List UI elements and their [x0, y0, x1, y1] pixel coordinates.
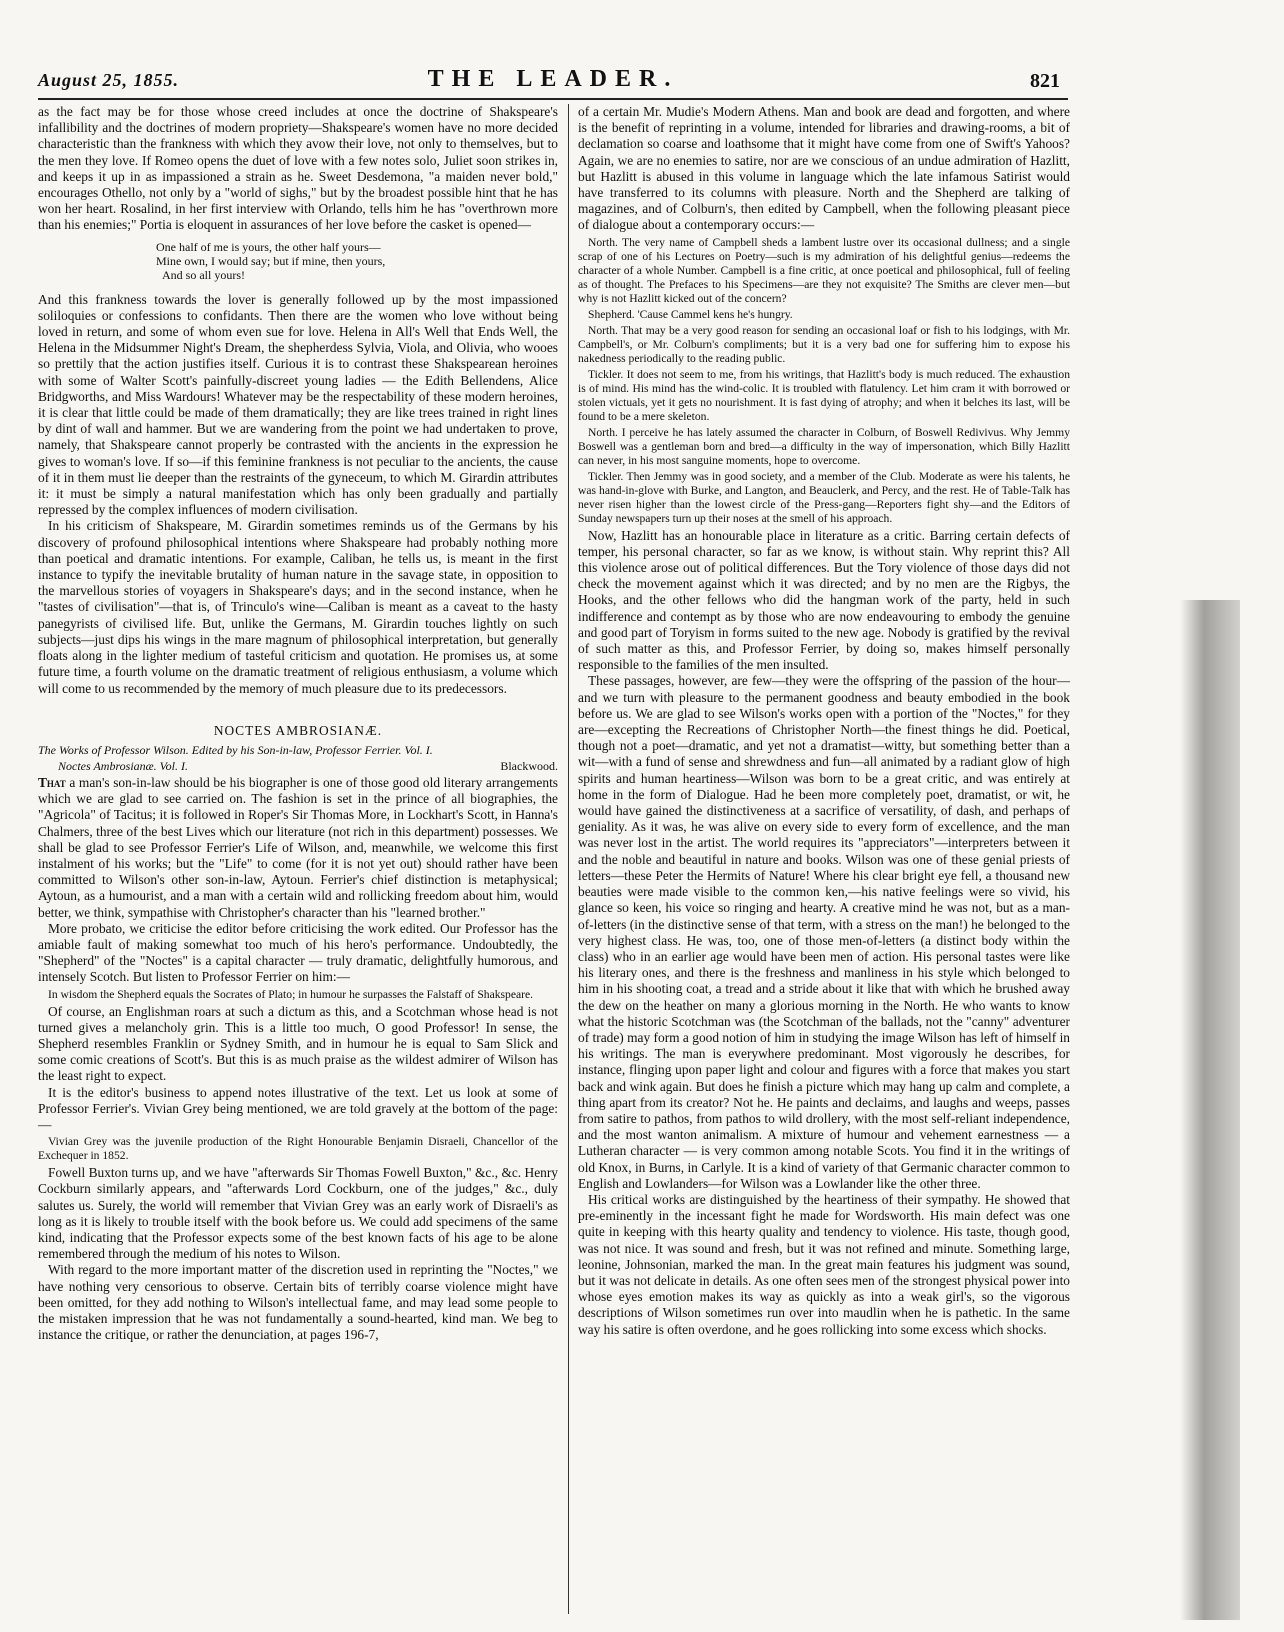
book-citation — [38, 759, 558, 773]
section-title: NOCTES AMBROSIANÆ. — [213, 722, 383, 738]
body-paragraph: These passages, however, are few—they were the offspring of the passion of the hour—and we turn with pleasure to the permanent goodness and beauty embodied in the book before us. We are glad to see Wilson's works open with a portion of the "Noctes," for they are—excepting the Recreations of Christopher North—the finest things he did. Poetical, though not a poet—dramatic, and yet not a dramatist—witty, but something better than a wit—with a fund of sense and shrewdness and fun—all animated by a radiant glow of high spirits and human heartiness—Wilson was born to be a great critic, and was entirely at home in the form of Dialogue. Had he been more completely poet, dramatist, or wit, he would have gained the distinctiveness at a sacrifice of versatility, of dash, and perhaps of geniality. As it was, he was alive on every side to every form of excellence, and the man was never lost in the artist. The world requires its "appreciators"—interpreters between it and the noble and beautiful in nature and books. Wilson was one of these genial priests of letters—these Peter the Hermits of Nature! Where his clear bright eye fell, a thousand new beauties were made visible to the common ken,—his native feelings were so vivid, his glance so keen, his voice so ringing and hearty. A creative mind he was not, but as a man-of-letters (in the distinctive sense of that term, with a stress on the man!) he belonged to the very highest class. He was, too, one of those men-of-letters (a distinct body within the class) who in an earlier age would have been men of action. His personal tastes were like his literary ones, and there is the freshness and manliness in his style which belonged to him in his shooting coat, a tread and a stride about it like that with which he brushed away the dew on the heather on many a glorious morning in the North. He who wants to know what the historic Scotchman was (the Scotchman of the ballads, not the "canny" adventurer of trade) may form a good notion of him in studying the image Wilson has left of himself in his writings. The man is everywhere predominant. Most vigorously he describes, for instance, flinging upon paper light and colour and figures with a force that makes you start back and wink again. But does he finish a picture which may hang up calm and complete, a thing apart from its creator? Not he. He paints and declaims, and laughs and weeps, passes from satire to pathos, from pathos to wild drollery, with the most self-reliant independence, and the most wanton animalism. A mixture of humour and vehement earnestness — a Lutheran character — is very common among notable Scots. You find it in the writings of old Knox, in Burns, in Carlyle. It is a kind of variety of that Germanic character common to English and Lowlanders—for Wilson was a Lowlander like the other three. — [578, 673, 1070, 1191]
body-paragraph: Of course, an Englishman roars at such a dictum as this, and a Scotchman whose head is not turned gives a melancholy grin. This is a little too much, O good Professor! In sense, the Shepherd resembles Franklin or Sydney Smith, and in humour he is equal to Sam Slick and some comic creations of Scott's. But this is as much praise as the wildest admirer of Wilson has the least right to expect. — [38, 1003, 558, 1084]
verse-line: One half of me is yours, the other half yours— — [156, 239, 381, 254]
block-quotation: In wisdom the Shepherd equals the Socrates of Plato; in humour he surpasses the Falstaff of Shakspeare. — [48, 987, 534, 1001]
body-paragraph: And this frankness towards the lover is generally followed up by the most impassioned soliloquies or confessions to confidants. Then there are the women who love without being loved in return, and some of whom even sue for love. Helena in All's Well that Ends Well, the Helena in the Midsummer Night's Dream, the shepherdess Sylvia, Viola, and Olivia, who wooes so prettily that the action justifies itself. Curious it is to contrast these Shakspearean heroines with some of Walter Scott's painfully-discreet young ladies — the Edith Bellendens, Alice Bridgworths, and Miss Wardours! Whatever may be the respectability of these modern heroines, it is clear that little could be made of them dramatically; they are like trees trained in right lines by dint of wall and hammer. But we are wandering from the point we had undertaken to prove, namely, that Shakspeare cannot properly be contrasted with the ancients in the expression he gives to woman's love. If so—if this feminine frankness is not peculiar to the ancients, the cause of it in them must lie deeper than the restraints of the gyneceum, to which M. Girardin attributes it: it must be simply a natural manifestation which has only been gradually and partially repressed by the complex influences of modern civilisation. — [38, 291, 558, 518]
book-publisher: Blackwood. — [500, 758, 558, 773]
body-paragraph: Now, Hazlitt has an honourable place in literature as a critic. Barring certain defects of temper, his personal character, so far as we know, is without stain. Why reprint this? All this violence arose out of political differences. But the Tory violence of those days did not check the movement against which it was directed; and by no men are the Rigbys, the Hooks, and the other fellows who did the hangman work of the party, held in such indifference and contempt as by those who are now endeavouring to embody the genuine and good part of Toryism in forms suited to the new age. Nobody is gratified by the revival of such matter as this, and Professor Ferrier, by doing so, makes himself personally responsible to the families of the men insulted. — [578, 527, 1070, 673]
paragraph-text: a man's son-in-law should be his biographer is one of those good old literary arrangements which we are glad to see carried on. The fashion is set in the prince of all biographies, the "Agricola" of Tacitus; it is followed in Roper's Sir Thomas More, in Lockhart's Scott, in Hanna's Chalmers, three of the best Lives which our literature (not rich in this department) possesses. We shall be glad to see Professor Ferrier's Life of Wilson, and, meanwhile, we welcome this first instalment of his works; but the "Life" to come (for it is not yet out) should rather have been committed to Wilson's other son-in-law, Aytoun. Ferrier's chief distinction is metaphysical; Aytoun, as a humourist, and a man with a certain wild and rollicking freedom about him, would better, we think, sympathise with Christopher's character than his "learned brother." — [38, 774, 558, 920]
body-paragraph: of a certain Mr. Mudie's Modern Athens. Man and book are dead and forgotten, and where is the benefit of reprinting in a volume, intended for libraries and drawing-rooms, a bit of declamation so coarse and loathsome that it might have come from one of Swift's Yahoos? Again, we are no enemies to satire, nor are we conscious of an undue admiration of Hazlitt, but Hazlitt is abused in this volume in language which the late infamous Satirist would have transferred to its columns with pleasure. North and the Shepherd are talking of magazines, and of Colburn's, then edited by Campbell, when the following pleasant piece of dialogue about a contemporary occurs:— — [578, 104, 1070, 233]
book-title: The Works of Professor Wilson. Edited by his Son-in-law, Professor Ferrier. Vol. I. — [38, 742, 433, 757]
binding-edge-shadow — [1180, 600, 1240, 1620]
body-paragraph: Fowell Buxton turns up, and we have "afterwards Sir Thomas Fowell Buxton," &c., &c. Henry Cockburn similarly appears, and "afterwards Lord Cockburn, one of the judges," &c., duly salutes us. Surely, the world will remember that Vivian Grey was an early work of Disraeli's as long as it is likely to trouble itself with the book before us. We could add specimens of the same kind, indicating that the Professor expects some of the best known facts of his age to be alone remembered through the medium of his notes to Wilson. — [38, 1165, 558, 1262]
lead-word: That — [38, 774, 66, 790]
dialogue-north: North. I perceive he has lately assumed the character in Colburn, of Boswell Redivivus. Why Jemmy Boswell was a gentleman born and bred—a difficulty in the way of impersonation, which Billy Hazlitt can never, in his most sanguine moments, hope to overcome. — [578, 425, 1070, 467]
body-paragraph: In his criticism of Shakspeare, M. Girardin sometimes reminds us of the Germans by his discovery of profound philosophical intentions where Shakspeare had probably nothing more than poetical and dramatic intentions. For example, Caliban, he tells us, is meant in the first instance to typify the inevitable brutality of human nature in the savage state, in opposition to the marvellous stories of voyagers in Shakspeare's days; and in the second instance, when he "tastes of civilisation"—that is, of Trinculo's wine—Caliban is meant as a caveat to the hasty panegyrists of civilised life. But, unlike the Germans, M. Girardin touches lightly on such subjects—just dips his wings in the mare magnum of philosophical interpretation, but generally floats along in the lighter medium of tasteful criticism and quotation. He promises us, at some future time, a fourth volume on the dramatic treatment of religious enthusiasm, a volume which will come to us recommended by the memory of much pleasure due to its predecessors. — [38, 518, 558, 696]
body-paragraph: His critical works are distinguished by the heartiness of their sympathy. He showed that pre-eminently in the incessant fight he made for Wordsworth. His main defect was one quite in keeping with this hearty quality and tendency to violence. His taste, though good, was not nice. It was sound and fresh, but it was not refined and minute. Something large, leonine, Johnsonian, marked the man. In the great main features his judgment was sound, but it was not delicate in details. As one often sees men of the strongest physical power into whose eyes emotion makes its way as quickly as into a weak girl's, so the vigorous descriptions of Wilson sometimes run over into maudlin when he is pathetic. In the same way his satire is often overdone, and he goes rollicking into some excess which shocks. — [578, 1191, 1070, 1337]
issue-date: August 25, 1855. — [38, 70, 180, 90]
right-column — [578, 104, 1070, 1338]
column-divider — [568, 104, 569, 1614]
book-title: Noctes Ambrosianæ. Vol. I. — [58, 758, 189, 773]
page-header — [38, 58, 1068, 98]
masthead-title: THE LEADER. — [427, 66, 679, 92]
footnote-quotation: Vivian Grey was the juvenile production of the Right Honourable Benjamin Disraeli, Chancellor of the Exchequer in 1852. — [38, 1135, 558, 1163]
body-paragraph: With regard to the more important matter of the discretion used in reprinting the "Noctes," we have nothing very censorious to observe. Certain bits of terribly coarse violence might have been omitted, for they add nothing to Wilson's intellectual fame, and may lead some people to the mistaken impression that he was not fundamentally a sound-hearted, kind man. We beg to instance the critique, or rather the denunciation, at pages 196-7, — [38, 1262, 558, 1343]
body-paragraph: More probato, we criticise the editor before criticising the work edited. Our Professor has the amiable fault of making somewhat too much of his hero's performance. Undoubtedly, the "Shepherd" of the "Noctes" is a capital character — truly dramatic, delightfully humorous, and intensely Scotch. But listen to Professor Ferrier on him:— — [38, 920, 558, 985]
body-paragraph — [38, 775, 558, 921]
body-paragraph: as the fact may be for those whose creed includes at once the doctrine of Shakspeare's infallibility and the doctrines of modern propriety—Shakspeare's women have no more decided characteristic than the frankness with which they avow their love, not only to themselves, but to the men they love. If Romeo opens the duet of love with a few notes solo, Juliet soon strikes in, and keeps it up in as impassioned a strain as he. Sweet Desdemona, "a maiden never bold," encourages Othello, not only by a "world of sighs," but by the broadest possible hint that he has won her heart. Rosalind, in her first interview with Orlando, tells him he has "overthrown more than his enemies;" Portia is eloquent in assurances of her love before the casket is opened— — [38, 104, 558, 233]
body-paragraph: It is the editor's business to append notes illustrative of the text. Let us look at some of Professor Ferrier's. Vivian Grey being mentioned, we are told gravely at the bottom of the page:— — [38, 1084, 558, 1132]
dialogue-tickler: Tickler. It does not seem to me, from his writings, that Hazlitt's body is much reduced. The exhaustion is of mind. His mind has the wind-colic. It is troubled with flatulency. Let him cram it with borrowed or stolen victuals, yet it gets no nourishment. It is fast dying of atrophy; and when it belches its last, will be found to be a mere skeleton. — [578, 367, 1070, 423]
verse-line: Mine own, I would say; but if mine, then yours, — [156, 253, 386, 268]
verse-quotation — [156, 240, 558, 282]
book-citation — [38, 743, 558, 757]
dialogue-north: North. The very name of Campbell sheds a lambent lustre over its occasional dullness; and a single scrap of one of his Lectures on Poetry—such is my admiration of his delightful genius—redeems the character of a whole Number. Campbell is a fine critic, at once poetical and philosophical, full of feeling as of thought. The Prefaces to his Specimens—are they not exquisite? The Smiths are clever men—but why is not Hazlitt kicked out of the concern? — [578, 235, 1070, 305]
dialogue-north: North. That may be a very good reason for sending an occasional loaf or fish to his lodgings, with Mr. Campbell's, or Mr. Colburn's compliments; but it is a very bad one for suffering him to expose his nakedness periodically to the reading public. — [578, 323, 1070, 365]
verse-line: And so all yours! — [162, 267, 245, 282]
left-column — [38, 104, 558, 1343]
dialogue-shepherd: Shepherd. 'Cause Cammel kens he's hungry. — [588, 307, 793, 321]
header-rule — [38, 98, 1068, 100]
page-number: 821 — [1030, 70, 1060, 92]
dialogue-tickler: Tickler. Then Jemmy was in good society, and a member of the Club. Moderate as were his talents, he was hand-in-glove with Burke, and Langton, and Beauclerk, and Percy, and the rest. He of Table-Talk has never risen higher than the lowest circle of the Press-gang—Reporters fight shy—and the Editors of Sunday newspapers turn up their noses at the smell of his approach. — [578, 469, 1070, 525]
